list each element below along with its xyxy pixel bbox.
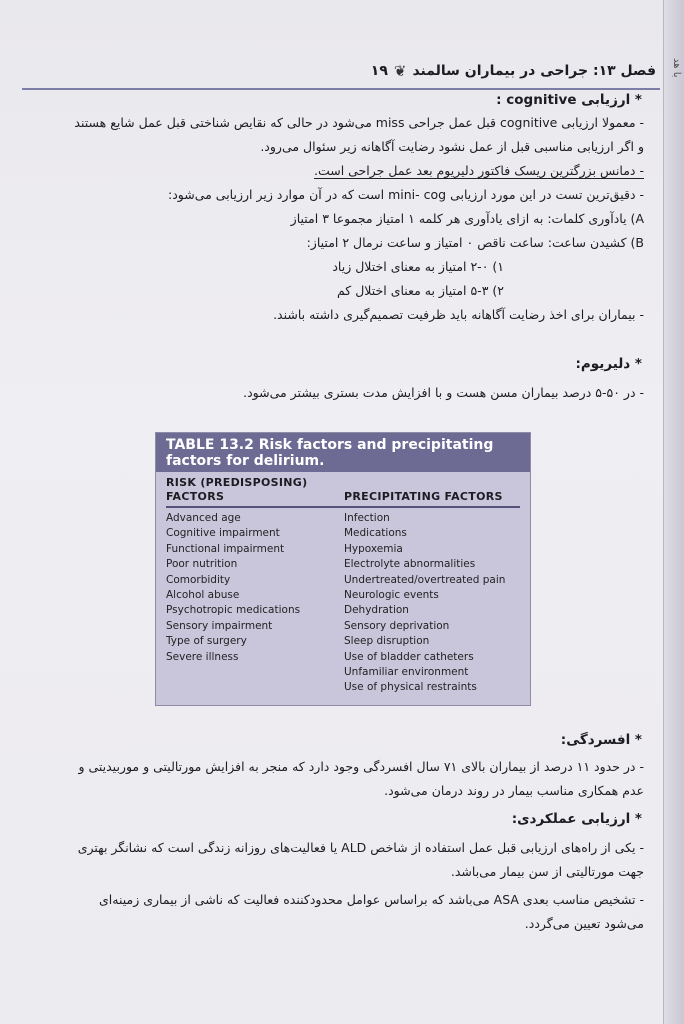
text-line: - تشخیص مناسب بعدی ASA می‌باشد که براساس عوامل محدودکننده فعالیت که ناشی از بیماری زمینه‌ای xyxy=(99,892,644,907)
table-cell: Sensory impairment xyxy=(166,619,273,632)
table-cell: Neurologic events xyxy=(344,589,439,602)
chapter-title: فصل ۱۳: جراحی در بیماران سالمند xyxy=(412,63,656,79)
table-cell: Use of physical restraints xyxy=(344,681,477,694)
risk-factors-column xyxy=(166,476,344,696)
text-line: ۱) ۲-۰ امتیاز به معنای اختلال زیاد xyxy=(332,259,504,274)
precipitating-list xyxy=(344,511,520,696)
table-title xyxy=(156,433,530,472)
column-header-line: FACTORS xyxy=(166,490,225,503)
table-cell: Sleep disruption xyxy=(344,635,430,648)
delirium-risk-table xyxy=(155,432,531,706)
table-cell: Unfamiliar environment xyxy=(344,666,469,679)
section-title-cognitive: * ارزیابی cognitive : xyxy=(496,92,642,108)
table-cell: Use of bladder catheters xyxy=(344,650,474,663)
precipitating-factors-column xyxy=(344,476,520,696)
text-line: می‌شود تعیین می‌گردد. xyxy=(524,916,644,931)
cognitive-paragraph xyxy=(30,111,644,327)
table-cell: Psychotropic medications xyxy=(166,604,301,617)
table-cell: Comorbidity xyxy=(166,573,231,586)
delirium-paragraph xyxy=(30,381,644,405)
page-number: ۱۹ xyxy=(370,63,388,79)
underlined-text: - دمانس بزرگترین ریسک فاکتور دلیریوم بعد عمل جراحی است. xyxy=(313,163,644,178)
text-line: A) یادآوری کلمات: به ازای یادآوری هر کلمه ۱ امتیاز مجموعا ۳ امتیاز xyxy=(290,211,644,226)
table-title-line: TABLE 13.2 Risk factors and precipitating xyxy=(166,437,494,453)
table-cell: Electrolyte abnormalities xyxy=(344,558,476,571)
section-title-delirium: * دلیریوم: xyxy=(575,356,642,372)
table-cell: Medications xyxy=(344,527,407,540)
functional-paragraph xyxy=(30,836,644,936)
column-header-line: RISK (PREDISPOSING) xyxy=(166,476,308,489)
section-title-depression: * افسردگی: xyxy=(560,732,642,748)
table-cell: Functional impairment xyxy=(166,542,285,555)
table-cell: Poor nutrition xyxy=(166,558,238,571)
table-title-line: factors for delirium. xyxy=(166,453,325,469)
column-header-risk xyxy=(166,476,344,508)
table-body xyxy=(156,472,530,696)
table-cell: Alcohol abuse xyxy=(166,589,240,602)
text-line: - در حدود ۱۱ درصد از بیماران بالای ۷۱ سال افسردگی وجود دارد که منجر به افزایش مورتالیتی و موربیدیتی و xyxy=(78,759,644,774)
text-line: - معمولا ارزیابی cognitive قبل عمل جراحی miss می‌شود در حالی که نقایص شناختی قبل عمل شایع هستند xyxy=(74,115,644,130)
depression-paragraph xyxy=(30,755,644,803)
text-line: و اگر ارزیابی مناسبی قبل از عمل نشود رضایت آگاهانه زیر سئوال می‌رود. xyxy=(260,139,644,154)
table-cell: Cognitive impairment xyxy=(166,527,280,540)
edge-text: با هد xyxy=(671,58,682,78)
page-header xyxy=(60,56,656,86)
table-cell: Severe illness xyxy=(166,650,239,663)
text-line: - یکی از راه‌های ارزیابی قبل عمل استفاده از شاخص ALD یا فعالیت‌های روزانه زندگی است که نشانگر بهتری xyxy=(77,840,644,855)
table-cell: Sensory deprivation xyxy=(344,619,450,632)
text-line: ۲) ۵-۳ امتیاز به معنای اختلال کم xyxy=(336,283,504,298)
text-line: - بیماران برای اخذ رضایت آگاهانه باید ظرفیت تصمیم‌گیری داشته باشند. xyxy=(273,307,644,322)
table-cell: Type of surgery xyxy=(166,635,247,648)
text-line: - در ۵۰-۵ درصد بیماران مسن هست و با افزایش مدت بستری بیشتر می‌شود. xyxy=(243,385,644,400)
text-line: جهت مورتالیتی از سن بیمار می‌باشد. xyxy=(450,864,644,879)
table-cell: Infection xyxy=(344,512,390,524)
column-header-precipitating xyxy=(344,476,520,508)
section-title-functional: * ارزیابی عملکردی: xyxy=(511,811,642,827)
chapter-icon: ❦ xyxy=(393,62,407,80)
header-rule xyxy=(22,88,660,90)
table-cell: Undertreated/overtreated pain xyxy=(344,573,506,586)
page-edge xyxy=(663,0,684,1024)
column-header-line: PRECIPITATING FACTORS xyxy=(344,490,503,503)
table-cell: Hypoxemia xyxy=(344,542,403,555)
table-cell: Advanced age xyxy=(166,512,241,524)
text-line: عدم همکاری مناسب بیمار در روند درمان می‌شود. xyxy=(384,783,644,798)
text-line xyxy=(30,159,644,183)
text-line: - دقیق‌ترین تست در این مورد ارزیابی mini- cog است که در آن موارد زیر ارزیابی می‌شود: xyxy=(167,187,644,202)
text-line: B) کشیدن ساعت: ساعت ناقص ۰ امتیاز و ساعت نرمال ۲ امتیاز: xyxy=(306,235,644,250)
risk-list xyxy=(166,511,344,665)
table-cell: Dehydration xyxy=(344,604,409,617)
